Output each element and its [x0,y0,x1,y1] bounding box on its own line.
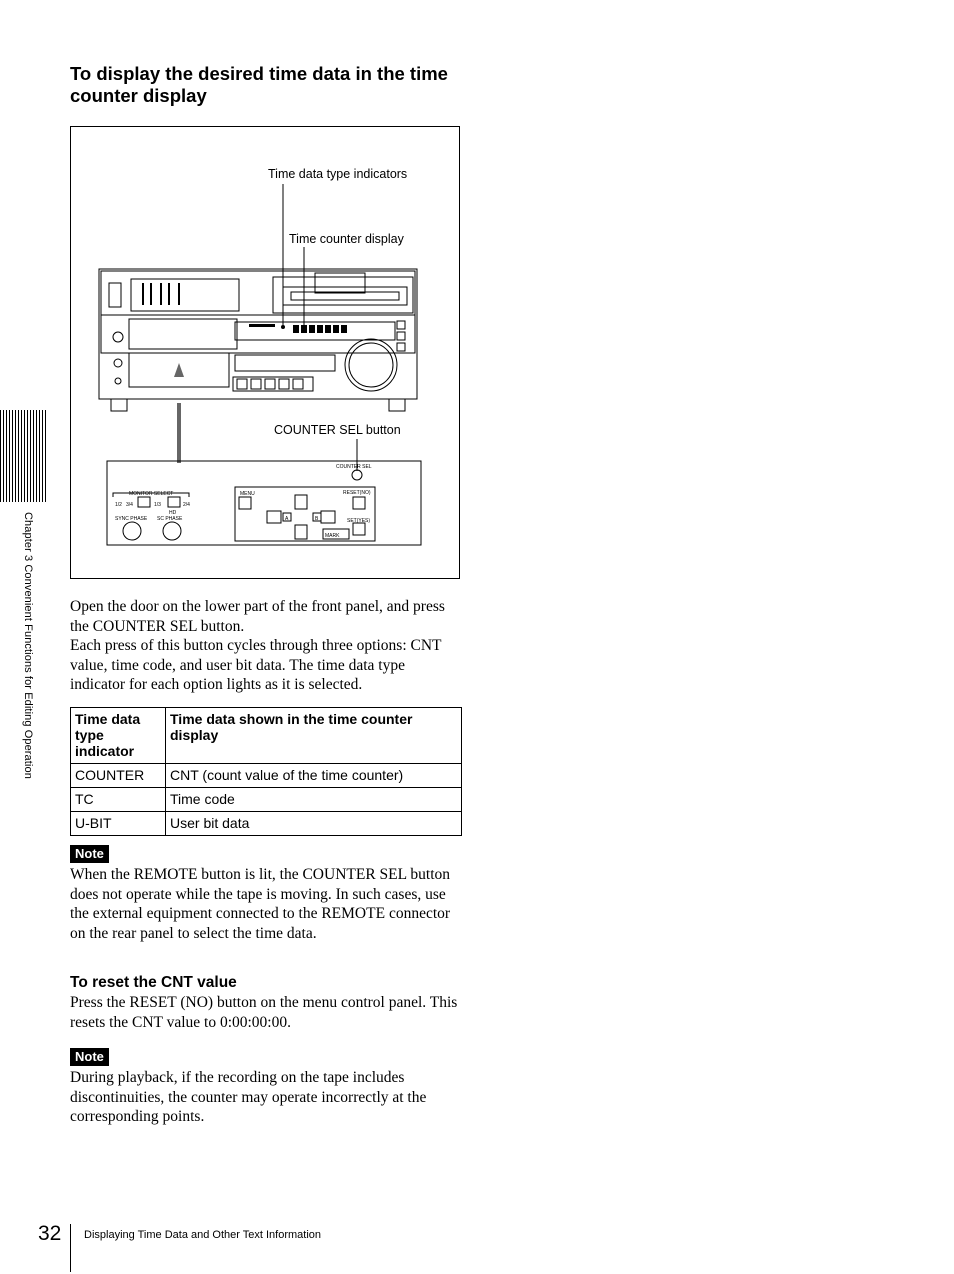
reset-text: Press the RESET (NO) button on the menu control panel. This resets the CNT value to 0:00:00:00. [70,994,458,1031]
panel-key-a-label: A [285,516,289,522]
intro-paragraph-2: Each press of this button cycles through three options: CNT value, time code, and user bit data. The time data type indicator for each option lights as it is selected. [70,637,442,693]
note-text: When the REMOTE button is lit, the COUNTER SEL button does not operate while the tape is moving. In such cases, use the external equipment connected to the REMOTE connector on the rear panel to select the time data. [70,866,451,942]
table-row [71,788,462,812]
device-illustration [71,127,461,580]
table-row [71,764,462,788]
panel-monitor-select-label: MONITOR SELECT [129,491,174,497]
jog-dial [345,339,397,391]
chapter-label: Chapter 3 Convenient Functions for Editing Operation [22,512,34,779]
panel-ch24-label: 2/4 [183,502,190,508]
sc-phase-knob [163,522,181,540]
table-header-cell: Time data type indicator [71,708,166,764]
table-cell: CNT (count value of the time counter) [166,764,462,788]
panel-hd-label: HD [169,510,177,516]
table-cell: Time code [166,788,462,812]
intro-paragraph: Open the door on the lower part of the front panel, and press the COUNTER SEL button. [70,598,445,635]
panel-ch34-label: 3/4 [126,502,133,508]
panel-mark-label: MARK [325,533,340,539]
table-cell: COUNTER [71,764,166,788]
note-badge: Note [70,1048,109,1066]
panel-ch13-label: 1/3 [154,502,161,508]
table-header-row [71,708,462,764]
table-row [71,812,462,836]
callout-counter-sel-button: COUNTER SEL button [274,423,401,437]
time-data-table [70,707,462,836]
chapter-tab-marker [0,410,46,502]
page-number: 32 [38,1222,62,1245]
panel-menu-label: MENU [240,491,255,497]
panel-key-b-label: B [315,516,319,522]
note-badge: Note [70,845,109,863]
table-cell: User bit data [166,812,462,836]
footer-divider [70,1224,71,1272]
panel-counter-sel-label: COUNTER SEL [336,464,372,470]
table-header-cell: Time data shown in the time counter display [166,708,462,764]
table-cell: U-BIT [71,812,166,836]
sync-phase-knob [123,522,141,540]
footer-section-title: Displaying Time Data and Other Text Information [84,1229,322,1241]
reset-subheading: To reset the CNT value [70,974,237,991]
panel-sc-phase-label: SC PHASE [157,516,183,522]
device-figure [70,126,460,579]
panel-set-yes-label: SET(YES) [347,518,371,524]
callout-time-data-type-indicators: Time data type indicators [268,167,408,181]
panel-reset-no-label: RESET(NO) [343,490,371,496]
callout-time-counter-display: Time counter display [289,232,404,246]
table-cell: TC [71,788,166,812]
counter-sel-button [352,470,362,480]
panel-ch12-label: 1/2 [115,502,122,508]
note-text: During playback, if the recording on the tape includes discontinuities, the counter may operate incorrectly at the corresponding points. [70,1069,427,1125]
audio-meter-window [131,279,239,311]
section-title: To display the desired time data in the time counter display [70,63,448,106]
panel-sync-phase-label: SYNC PHASE [115,516,148,522]
